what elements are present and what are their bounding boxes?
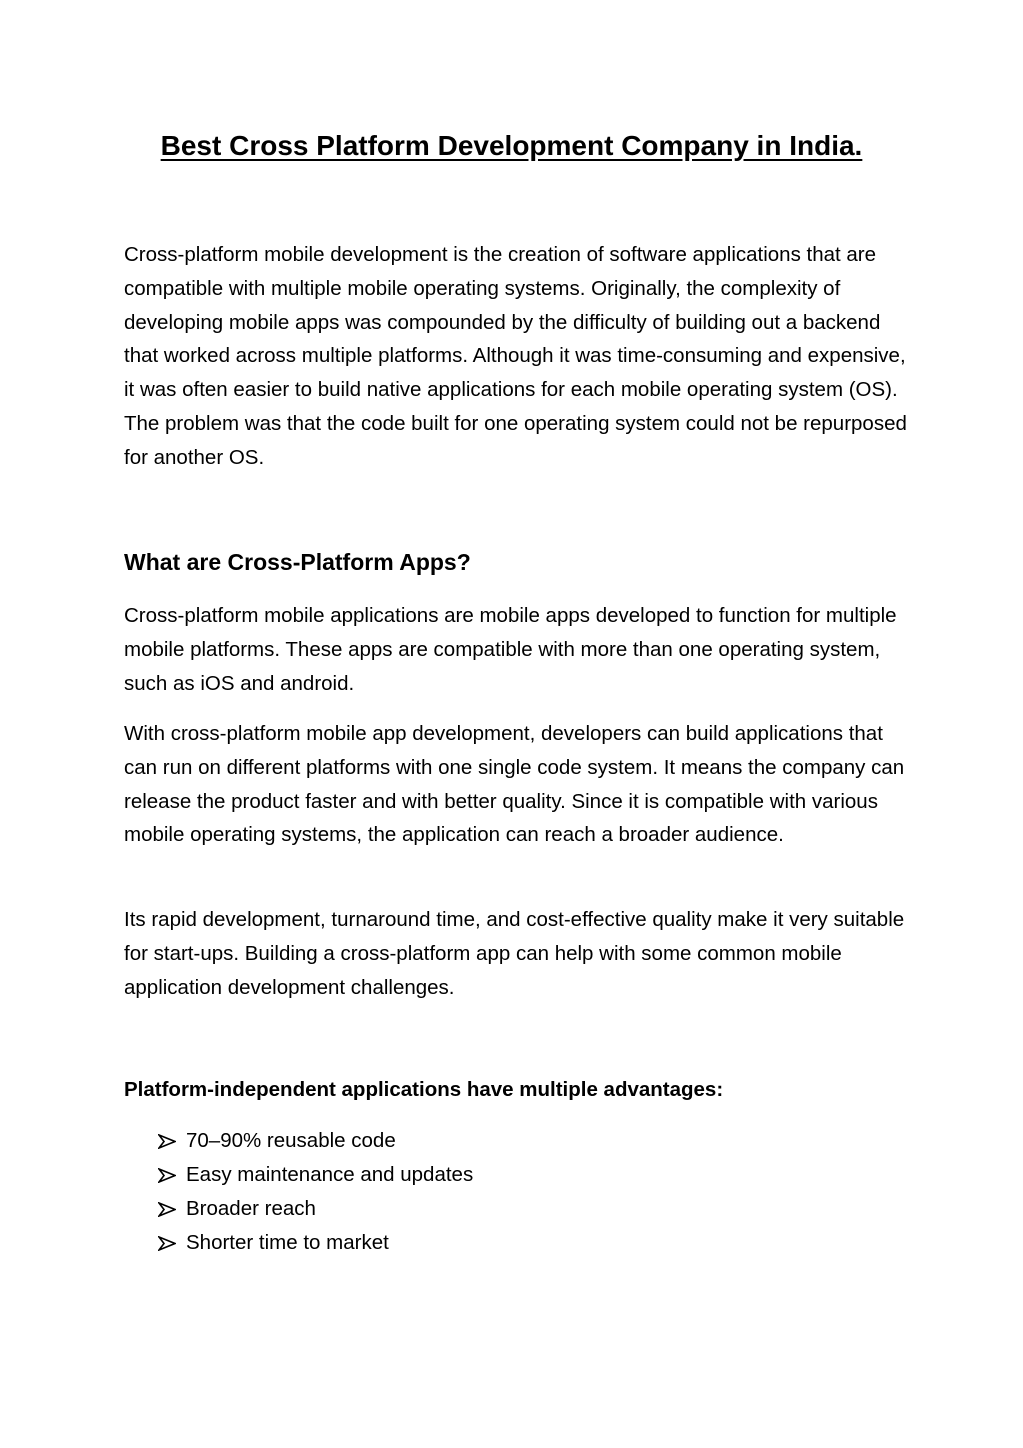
list-item bbox=[158, 1158, 858, 1192]
arrow-bullet-icon bbox=[158, 1192, 178, 1226]
arrow-bullet-icon bbox=[158, 1158, 178, 1192]
arrow-bullet-icon bbox=[158, 1124, 178, 1158]
list-item bbox=[158, 1124, 858, 1158]
list-item-text: Broader reach bbox=[186, 1197, 316, 1220]
list-item bbox=[158, 1226, 858, 1260]
section-paragraph-2: With cross-platform mobile app development, developers can build applications that can run on different platforms with one single code system. It means the company can release the product faster and with better quality. Since it is compatible with various mobile operating systems, the application can reach a broader audience. bbox=[124, 722, 905, 847]
section-paragraph-3: Its rapid development, turnaround time, and cost-effective quality make it very suitable for start-ups. Building a cross-platform app can help with some common mobile application development challenges. bbox=[124, 908, 905, 999]
list-item bbox=[158, 1192, 858, 1226]
intro-paragraph: Cross-platform mobile development is the creation of software applications that are compatible with multiple mobile operating systems. Originally, the complexity of developing mobile apps was compounded by the difficulty of building out a backend that worked across multiple platforms. Although it was time-consuming and expensive, it was often easier to build native applications for each mobile operating system (OS). The problem was that the code built for one operating system could not be repurposed for another OS. bbox=[124, 243, 907, 469]
list-item-text: Easy maintenance and updates bbox=[186, 1163, 474, 1186]
arrow-bullet-icon bbox=[158, 1226, 178, 1260]
advantages-list bbox=[158, 1124, 858, 1260]
advantages-heading: Platform-independent applications have multiple advantages: bbox=[124, 1078, 724, 1101]
list-item-text: Shorter time to market bbox=[186, 1231, 389, 1254]
document-title: Best Cross Platform Development Company in India. bbox=[160, 130, 863, 161]
section-paragraph-1: Cross-platform mobile applications are mobile apps developed to function for multiple mobile platforms. These apps are compatible with more than one operating system, such as iOS and android. bbox=[124, 604, 897, 695]
section-heading: What are Cross-Platform Apps? bbox=[124, 549, 471, 575]
list-item-text: 70–90% reusable code bbox=[186, 1129, 396, 1152]
